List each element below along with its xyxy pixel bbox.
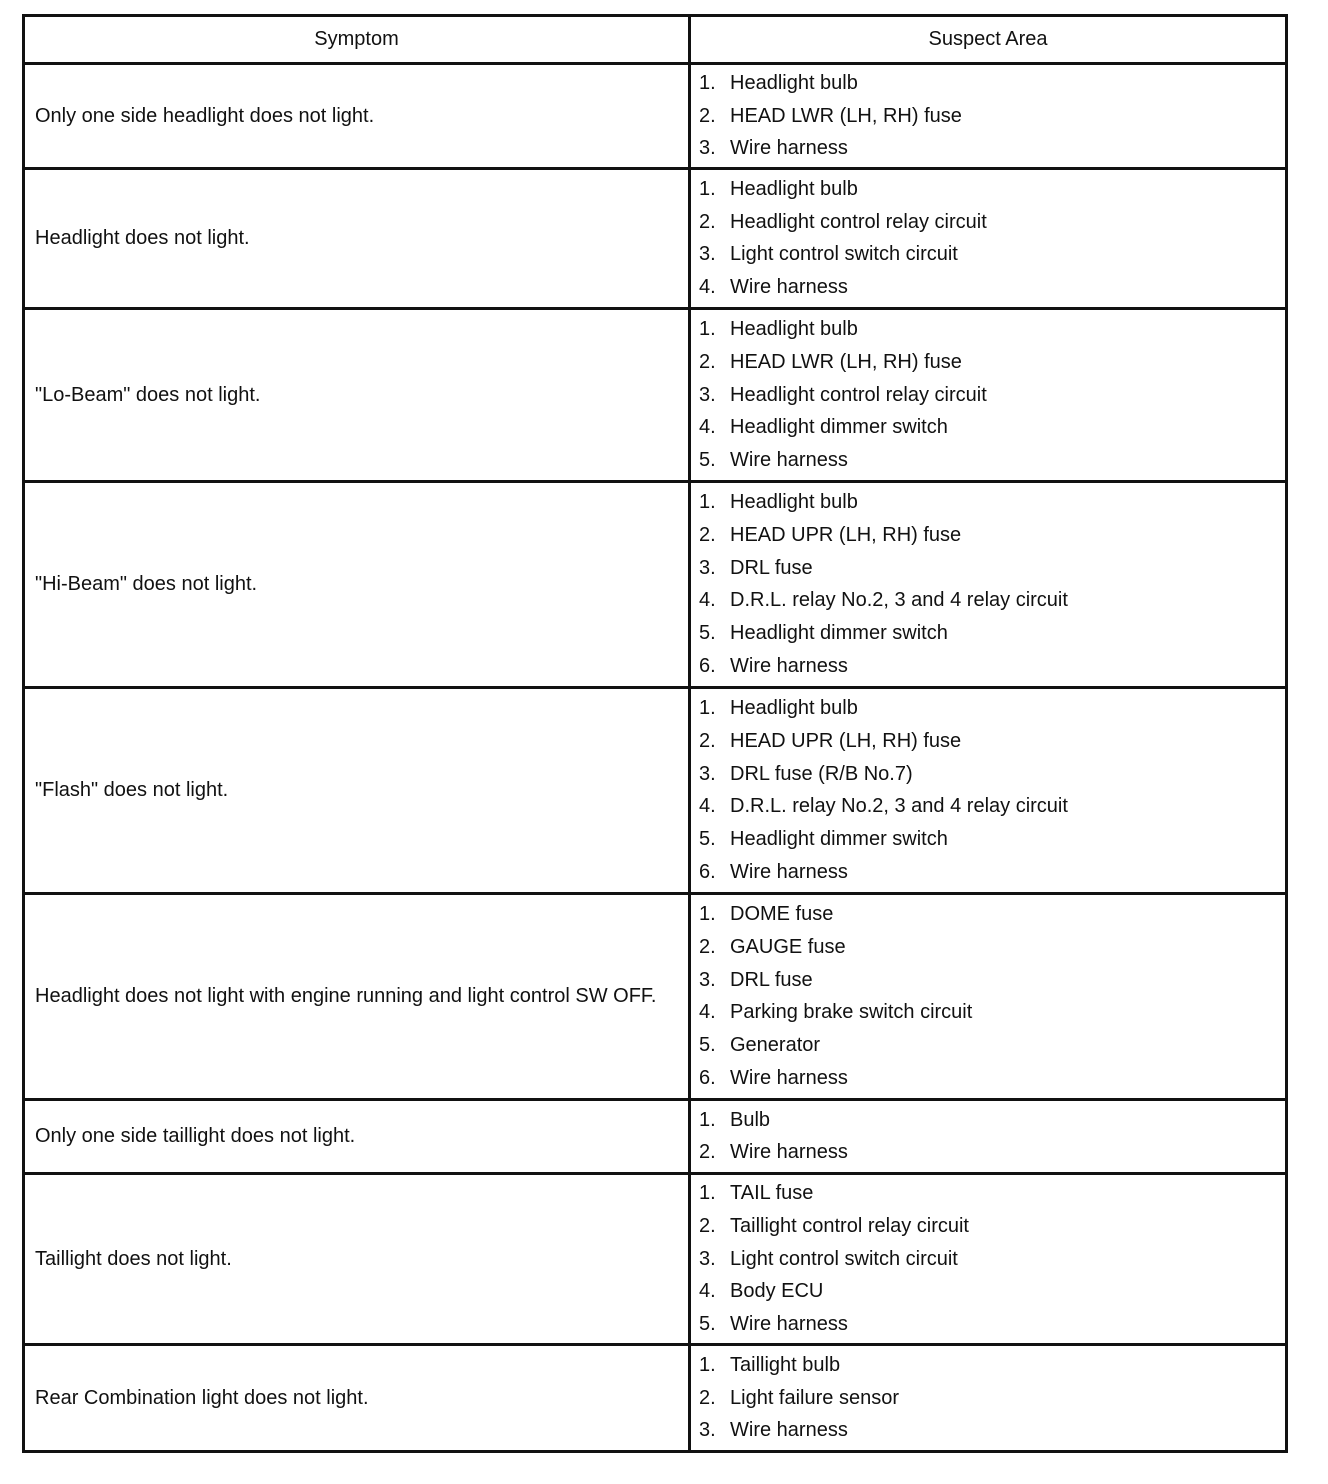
suspect-area-item [699, 1104, 1285, 1137]
suspect-area-item [699, 898, 1285, 931]
suspect-area-item [699, 519, 1285, 552]
item-number: 1. [699, 697, 716, 720]
item-number: 3. [699, 137, 716, 160]
suspect-area-item [699, 1275, 1285, 1308]
item-text: Parking brake switch circuit [730, 1001, 973, 1024]
troubleshooting-table [22, 14, 1288, 1453]
table-row [25, 1098, 1285, 1172]
item-text: TAIL fuse [730, 1182, 814, 1205]
item-text: Headlight dimmer switch [730, 416, 948, 439]
item-number: 1. [699, 177, 716, 200]
suspect-area-item [699, 411, 1285, 444]
suspect-area-item [699, 823, 1285, 856]
table-row [25, 892, 1285, 1098]
suspect-area-item [699, 239, 1285, 272]
symptom-cell: Taillight does not light. [25, 1175, 691, 1343]
suspect-area-item [699, 997, 1285, 1030]
item-number: 3. [699, 1247, 716, 1270]
item-text: Light failure sensor [730, 1386, 899, 1409]
symptom-cell: "Hi-Beam" does not light. [25, 483, 691, 686]
symptom-cell: "Flash" does not light. [25, 689, 691, 892]
item-number: 1. [699, 1353, 716, 1376]
suspect-area-cell [691, 310, 1285, 480]
suspect-area-cell [691, 1175, 1285, 1343]
item-number: 3. [699, 243, 716, 266]
item-number: 3. [699, 556, 716, 579]
item-number: 3. [699, 762, 716, 785]
item-text: HEAD LWR (LH, RH) fuse [730, 104, 962, 127]
table-body [25, 62, 1285, 1450]
item-number: 2. [699, 935, 716, 958]
item-number: 2. [699, 104, 716, 127]
item-number: 1. [699, 1108, 716, 1131]
item-text: Headlight dimmer switch [730, 828, 948, 851]
suspect-area-cell [691, 170, 1285, 307]
symptom-cell: "Lo-Beam" does not light. [25, 310, 691, 480]
suspect-area-item [699, 1062, 1285, 1095]
item-number: 4. [699, 1001, 716, 1024]
table-header-row [25, 17, 1285, 62]
item-number: 2. [699, 1386, 716, 1409]
item-number: 1. [699, 1182, 716, 1205]
suspect-area-item [699, 585, 1285, 618]
suspect-area-cell [691, 1101, 1285, 1172]
suspect-area-item [699, 206, 1285, 239]
symptom-cell: Headlight does not light with engine running and light control SW OFF. [25, 895, 691, 1098]
item-text: Light control switch circuit [730, 1247, 958, 1270]
item-number: 2. [699, 1214, 716, 1237]
item-number: 4. [699, 589, 716, 612]
item-text: Wire harness [730, 276, 848, 299]
header-symptom: Symptom [25, 17, 691, 62]
item-text: Bulb [730, 1108, 771, 1131]
suspect-area-item [699, 931, 1285, 964]
item-number: 4. [699, 416, 716, 439]
item-number: 4. [699, 795, 716, 818]
suspect-area-item [699, 1210, 1285, 1243]
suspect-area-item [699, 444, 1285, 477]
suspect-area-cell [691, 483, 1285, 686]
item-text: Headlight bulb [730, 71, 858, 94]
item-number: 5. [699, 1312, 716, 1335]
suspect-area-item [699, 856, 1285, 889]
suspect-area-item [699, 173, 1285, 206]
suspect-area-item [699, 964, 1285, 997]
item-text: Wire harness [730, 860, 848, 883]
suspect-area-item [699, 552, 1285, 585]
suspect-area-item [699, 1029, 1285, 1062]
item-number: 1. [699, 71, 716, 94]
suspect-area-cell [691, 65, 1285, 167]
table-row [25, 307, 1285, 480]
suspect-area-item [699, 100, 1285, 133]
suspect-area-item [699, 1243, 1285, 1276]
item-text: D.R.L. relay No.2, 3 and 4 relay circuit [730, 795, 1068, 818]
item-text: Headlight bulb [730, 491, 858, 514]
table-row [25, 62, 1285, 167]
item-text: Taillight control relay circuit [730, 1214, 969, 1237]
item-number: 2. [699, 1141, 716, 1164]
suspect-area-item [699, 313, 1285, 346]
item-text: DRL fuse [730, 968, 813, 991]
item-number: 3. [699, 383, 716, 406]
item-text: D.R.L. relay No.2, 3 and 4 relay circuit [730, 589, 1068, 612]
suspect-area-item [699, 379, 1285, 412]
item-text: Wire harness [730, 1141, 848, 1164]
suspect-area-item [699, 1382, 1285, 1415]
item-text: HEAD UPR (LH, RH) fuse [730, 729, 962, 752]
symptom-cell: Headlight does not light. [25, 170, 691, 307]
header-suspect-area: Suspect Area [928, 28, 1048, 50]
item-text: Wire harness [730, 137, 848, 160]
symptom-cell: Only one side taillight does not light. [25, 1101, 691, 1172]
item-text: Light control switch circuit [730, 243, 958, 266]
suspect-area-item [699, 725, 1285, 758]
suspect-area-cell [691, 689, 1285, 892]
item-number: 6. [699, 1066, 716, 1089]
suspect-area-item [699, 271, 1285, 304]
suspect-area-item [699, 486, 1285, 519]
suspect-area-item [699, 1414, 1285, 1447]
item-text: Generator [730, 1034, 821, 1057]
suspect-area-cell [691, 1346, 1285, 1450]
suspect-area-item [699, 132, 1285, 165]
item-number: 4. [699, 276, 716, 299]
item-number: 5. [699, 828, 716, 851]
suspect-area-item [699, 1308, 1285, 1341]
suspect-area-item [699, 758, 1285, 791]
suspect-area-item [699, 346, 1285, 379]
item-text: DRL fuse (R/B No.7) [730, 762, 913, 785]
item-text: Wire harness [730, 1419, 848, 1442]
item-text: HEAD LWR (LH, RH) fuse [730, 350, 962, 373]
item-text: Wire harness [730, 1066, 848, 1089]
table-row [25, 480, 1285, 686]
item-number: 5. [699, 622, 716, 645]
suspect-area-item [699, 1137, 1285, 1170]
suspect-area-item [699, 1177, 1285, 1210]
item-text: Wire harness [730, 1312, 848, 1335]
table-row [25, 686, 1285, 892]
item-number: 1. [699, 491, 716, 514]
item-number: 5. [699, 1034, 716, 1057]
symptom-cell: Rear Combination light does not light. [25, 1346, 691, 1450]
suspect-area-item [699, 617, 1285, 650]
item-number: 6. [699, 860, 716, 883]
item-text: Headlight dimmer switch [730, 622, 948, 645]
item-number: 1. [699, 318, 716, 341]
suspect-area-cell [691, 895, 1285, 1098]
table-row [25, 1343, 1285, 1450]
symptom-cell: Only one side headlight does not light. [25, 65, 691, 167]
item-number: 3. [699, 1419, 716, 1442]
item-text: Wire harness [730, 448, 848, 471]
item-text: DOME fuse [730, 903, 834, 926]
item-text: GAUGE fuse [730, 935, 846, 958]
item-text: Headlight bulb [730, 177, 858, 200]
suspect-area-item [699, 650, 1285, 683]
table-row [25, 167, 1285, 307]
item-number: 2. [699, 210, 716, 233]
item-number: 5. [699, 448, 716, 471]
item-number: 2. [699, 523, 716, 546]
item-number: 6. [699, 654, 716, 677]
item-number: 3. [699, 968, 716, 991]
item-text: Wire harness [730, 654, 848, 677]
item-number: 1. [699, 903, 716, 926]
suspect-area-item [699, 791, 1285, 824]
item-text: DRL fuse [730, 556, 813, 579]
item-number: 2. [699, 350, 716, 373]
suspect-area-item [699, 692, 1285, 725]
item-text: Taillight bulb [730, 1353, 841, 1376]
item-text: Body ECU [730, 1280, 824, 1303]
item-number: 4. [699, 1280, 716, 1303]
item-number: 2. [699, 729, 716, 752]
suspect-area-item [699, 67, 1285, 100]
item-text: Headlight control relay circuit [730, 383, 987, 406]
item-text: HEAD UPR (LH, RH) fuse [730, 523, 962, 546]
table-row [25, 1172, 1285, 1343]
item-text: Headlight bulb [730, 318, 858, 341]
suspect-area-item [699, 1349, 1285, 1382]
item-text: Headlight bulb [730, 697, 858, 720]
item-text: Headlight control relay circuit [730, 210, 987, 233]
